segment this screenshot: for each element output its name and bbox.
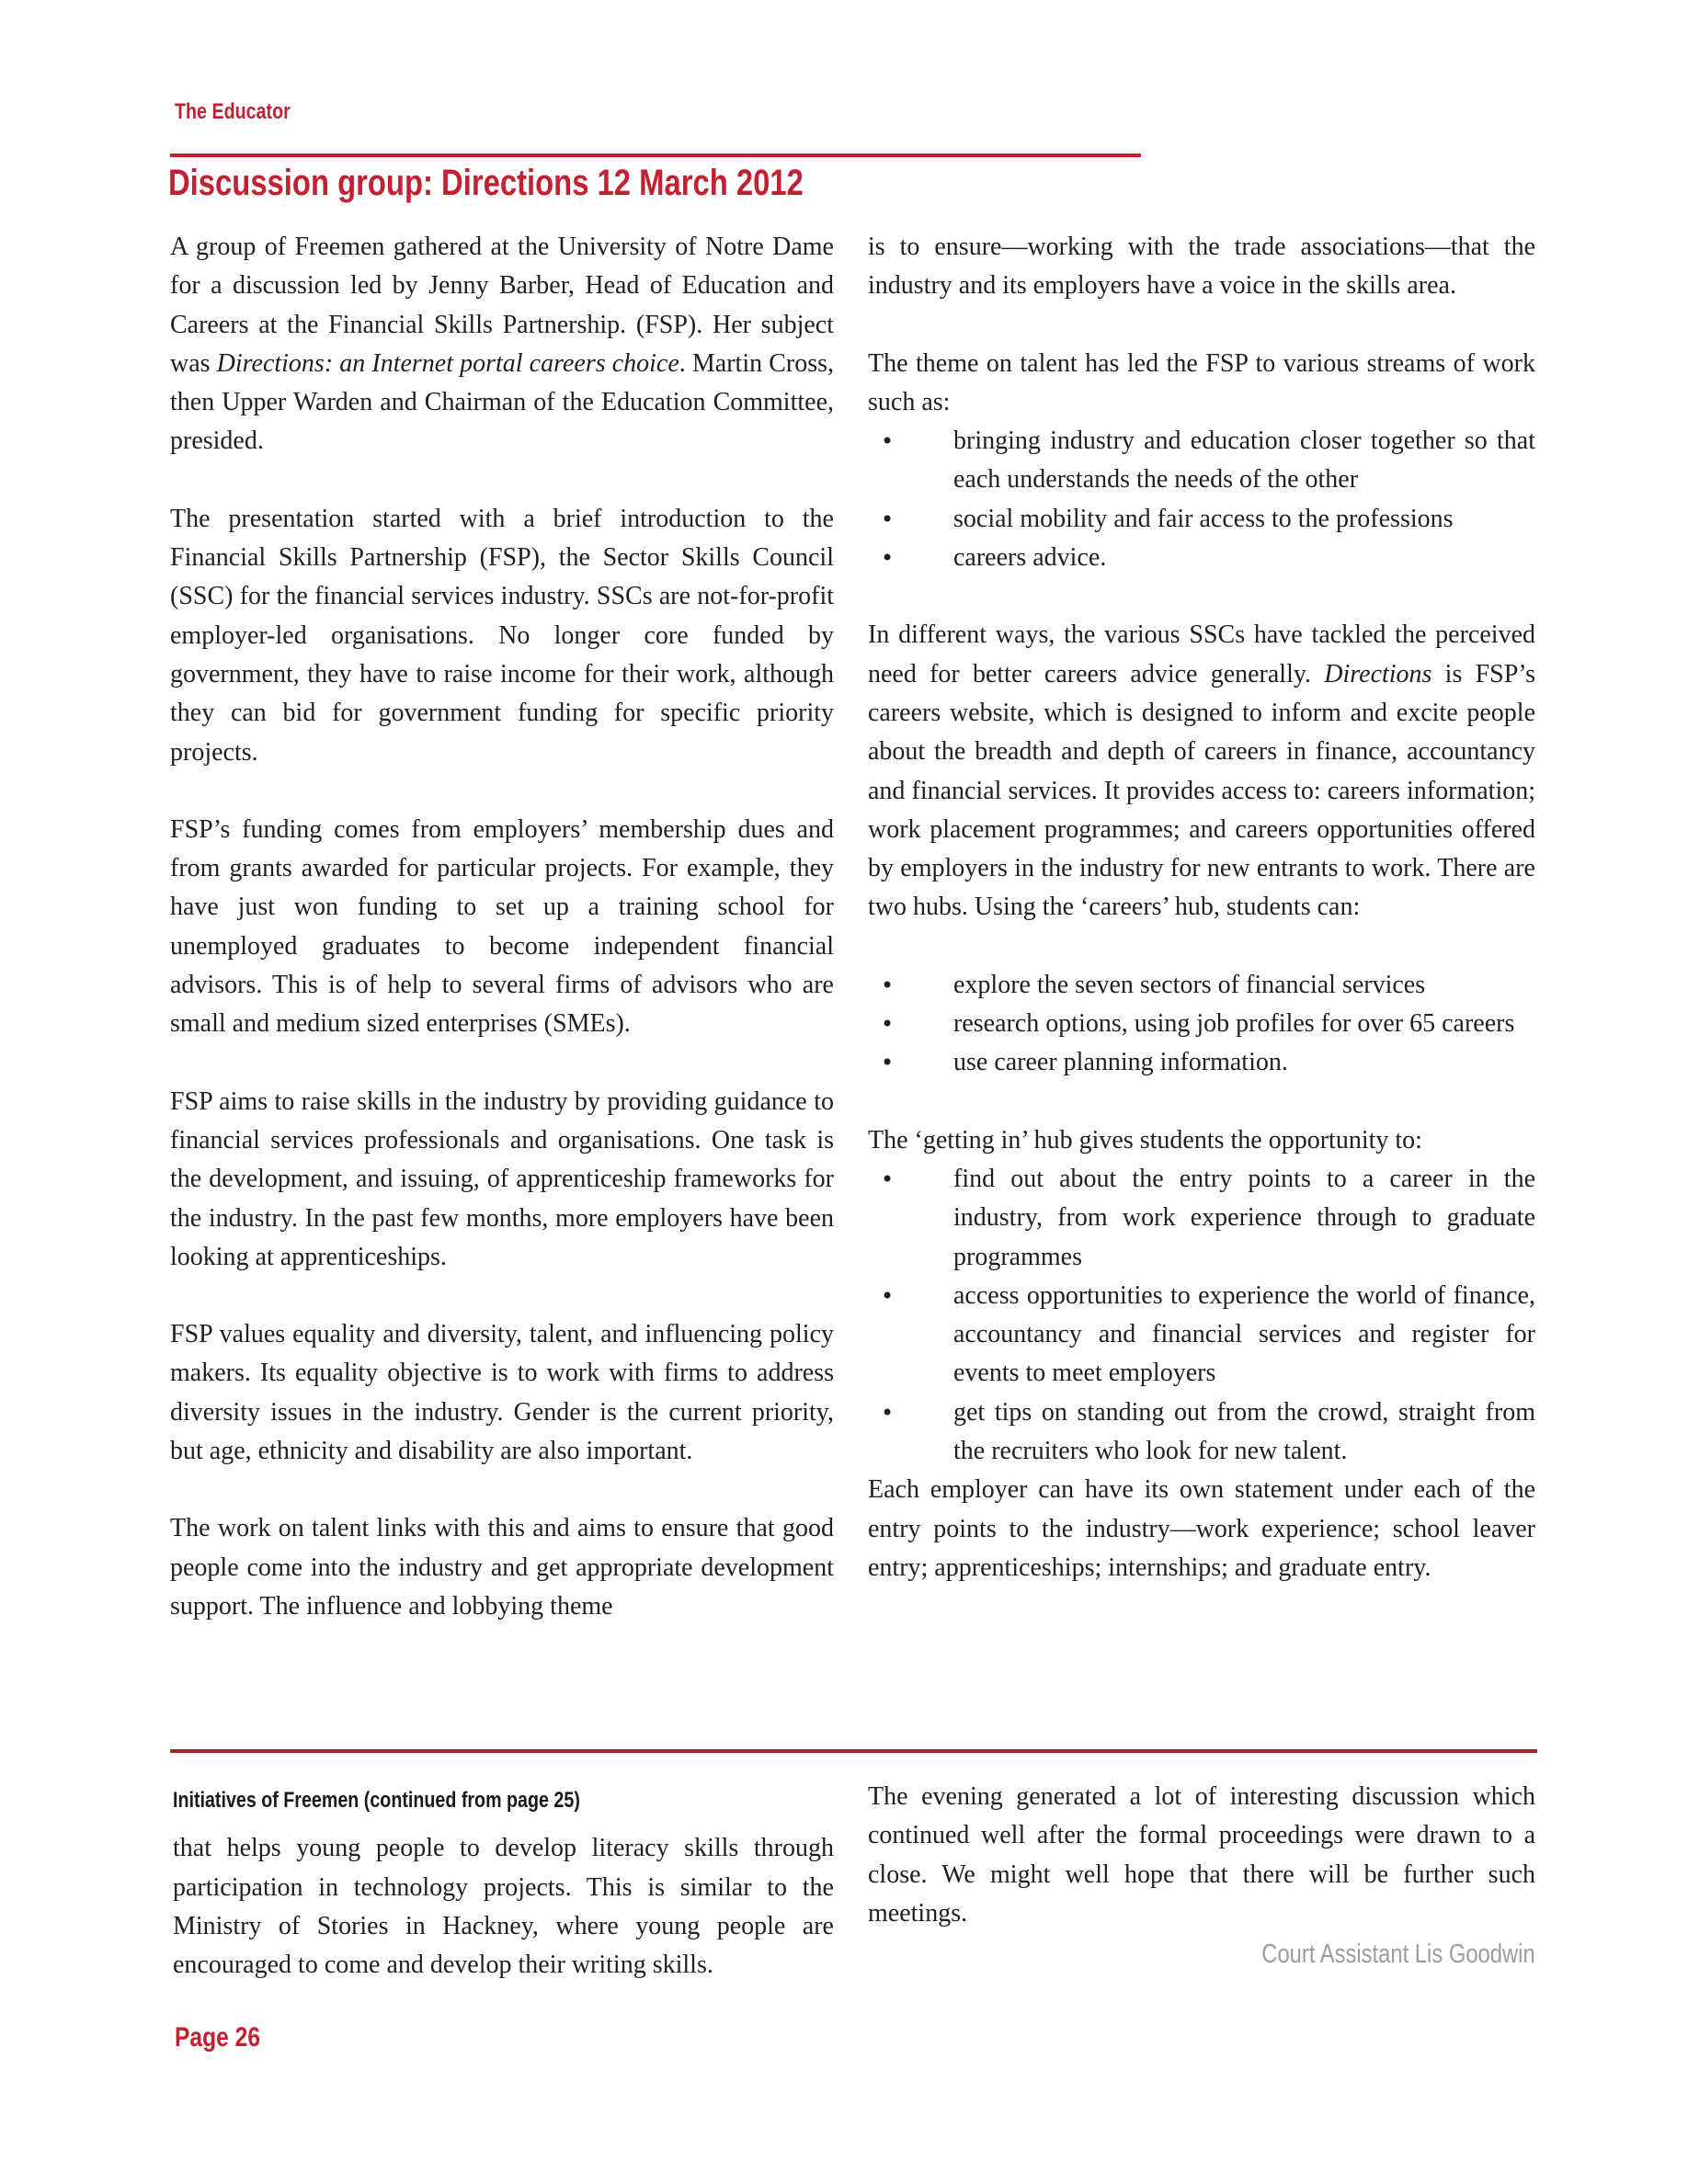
page-number-text: Page 26 [175, 2022, 261, 2053]
bullet-item-text: careers advice. [953, 543, 1107, 573]
bullet-item-text: get tips on standing out from the crowd, straight from the recruiters who look for new talent. [953, 1397, 1535, 1466]
streams-bullet-list [868, 422, 1535, 577]
getting-in-bullet-list [868, 1160, 1535, 1471]
paragraph-intro [170, 228, 834, 461]
header-divider-rule [170, 154, 1141, 157]
bullet-item [868, 1393, 1535, 1472]
paragraph-intro-italic: Directions: an Internet portal careers choice [216, 348, 679, 378]
paragraph-intro-post: . Martin Cross, then Upper Warden and Chairman of the Education Committee, presided. [170, 348, 834, 456]
bullet-item-text: research options, using job profiles for over 65 careers [953, 1009, 1515, 1039]
paragraph-intro-pre: A group of Freemen gathered at the University of Notre Dame for a discussion led by Jenny Barber, Head of Education and Careers at the Financial Skills Partnership. (FSP). Her subject was [170, 233, 834, 378]
bullet-item [868, 1043, 1535, 1082]
paragraph-directions-italic: Directions [1324, 659, 1432, 688]
paragraph-presentation: The presentation started with a brief introduction to the Financial Skills Partnership (FSP), the Sector Skills Council (SSC) for the financial services industry. SSCs are not-for-profit employer-led organisations. No longer core funded by government, they have to raise income for their work, although they can bid for government funding for specific priority projects. [170, 504, 834, 767]
section-divider-rule [170, 1749, 1537, 1753]
article-left-column [170, 228, 834, 1626]
paragraph-talent: The work on talent links with this and aims to ensure that good people come into the industry and get appropriate development support. The influence and lobbying theme [170, 1514, 834, 1621]
bullet-icon: • [881, 972, 895, 998]
bullet-icon: • [881, 1166, 895, 1192]
paragraph-directions-pre: In different ways, the various SSCs have tackled the perceived need for better careers advice generally. [868, 620, 1535, 688]
bullet-item-text: use career planning information. [953, 1048, 1288, 1077]
bullet-item-text: social mobility and fair access to the professions [953, 504, 1454, 533]
bullet-item-text: explore the seven sectors of financial services [953, 970, 1426, 999]
bullet-item [868, 1005, 1535, 1043]
bullet-item [868, 422, 1535, 500]
bullet-item-text: find out about the entry points to a career in the industry, from work experience through to graduate programmes [953, 1164, 1535, 1271]
bullet-icon: • [881, 1011, 895, 1038]
newsletter-brand-text: The Educator [175, 99, 291, 124]
bullet-item [868, 1277, 1535, 1393]
paragraph-equality: FSP values equality and diversity, talent, and influencing policy makers. Its equality objective is to work with firms to address diversity issues in the industry. Gender is the current priority, but age, ethnicity and disability are also important. [170, 1320, 834, 1466]
author-signature [868, 1935, 1535, 1974]
closing-body: The evening generated a lot of interesting discussion which continued well after the formal proceedings were drawn to a close. We might well hope that there will be further such meetings. [868, 1782, 1535, 1928]
article-title-text: Discussion group: Directions 12 March 2012 [168, 163, 804, 203]
bullet-icon: • [881, 1050, 895, 1076]
continuation-heading-text: Initiatives of Freemen (continued from page 25) [173, 1788, 580, 1813]
bullet-item [868, 500, 1535, 539]
author-signature-text: Court Assistant Lis Goodwin [1261, 1939, 1535, 1970]
bullet-item-text: bringing industry and education closer together so that each understands the needs of the other [953, 427, 1535, 495]
bullet-item [868, 1160, 1535, 1277]
bullet-icon: • [881, 545, 895, 572]
bullet-item [868, 966, 1535, 1005]
bullet-icon: • [881, 1399, 895, 1426]
closing-section [868, 1778, 1535, 1974]
paragraph-employer-statement: Each employer can have its own statement under each of the entry points to the industry—work experience; school leaver entry; apprenticeships; internships; and graduate entry. [868, 1475, 1535, 1582]
bullet-icon: • [881, 506, 895, 532]
article-right-column [868, 228, 1535, 1587]
careers-hub-bullet-list [868, 966, 1535, 1083]
paragraph-streams-intro: The theme on talent has led the FSP to various streams of work such as: [868, 348, 1535, 416]
paragraph-getting-in-intro: The ‘getting in’ hub gives students the opportunity to: [868, 1125, 1422, 1155]
newsletter-brand [175, 99, 315, 125]
paragraph-skills: FSP aims to raise skills in the industry by providing guidance to financial services professionals and organisations. One task is the development, and issuing, of apprenticeship frameworks for the industry. In the past few months, more employers have been looking at apprenticeships. [170, 1086, 834, 1271]
continuation-heading [173, 1781, 834, 1820]
continuation-body: that helps young people to develop literacy skills through participation in technology projects. This is similar to the Ministry of Stories in Hackney, where young people are encouraged to come and develop their writing skills. [173, 1834, 834, 1980]
paragraph-directions-post: is FSP’s careers website, which is designed to inform and excite people about the breadth and depth of careers in finance, accountancy and financial services. It provides access to: careers information; work placement programmes; and careers opportunities offered by employers in the industry for new entrants to work. There are two hubs. Using the ‘careers’ hub, students can: [868, 659, 1535, 922]
article-title [168, 162, 942, 204]
paragraph-voice: is to ensure—working with the trade associations—that the industry and its employers have a voice in the skills area. [868, 233, 1535, 301]
continuation-section [173, 1781, 834, 2023]
bullet-icon: • [881, 428, 895, 455]
bullet-icon: • [881, 1282, 895, 1309]
paragraph-directions [868, 616, 1535, 927]
paragraph-funding: FSP’s funding comes from employers’ membership dues and from grants awarded for particular projects. For example, they have just won funding to set up a training school for unemployed graduates to become independent financial advisors. This is of help to several firms of advisors who are small and medium sized enterprises (SMEs). [170, 814, 834, 1039]
page-number [175, 2022, 279, 2053]
bullet-item [868, 539, 1535, 577]
bullet-item-text: access opportunities to experience the world of finance, accountancy and financial services and register for events to meet employers [953, 1280, 1535, 1388]
